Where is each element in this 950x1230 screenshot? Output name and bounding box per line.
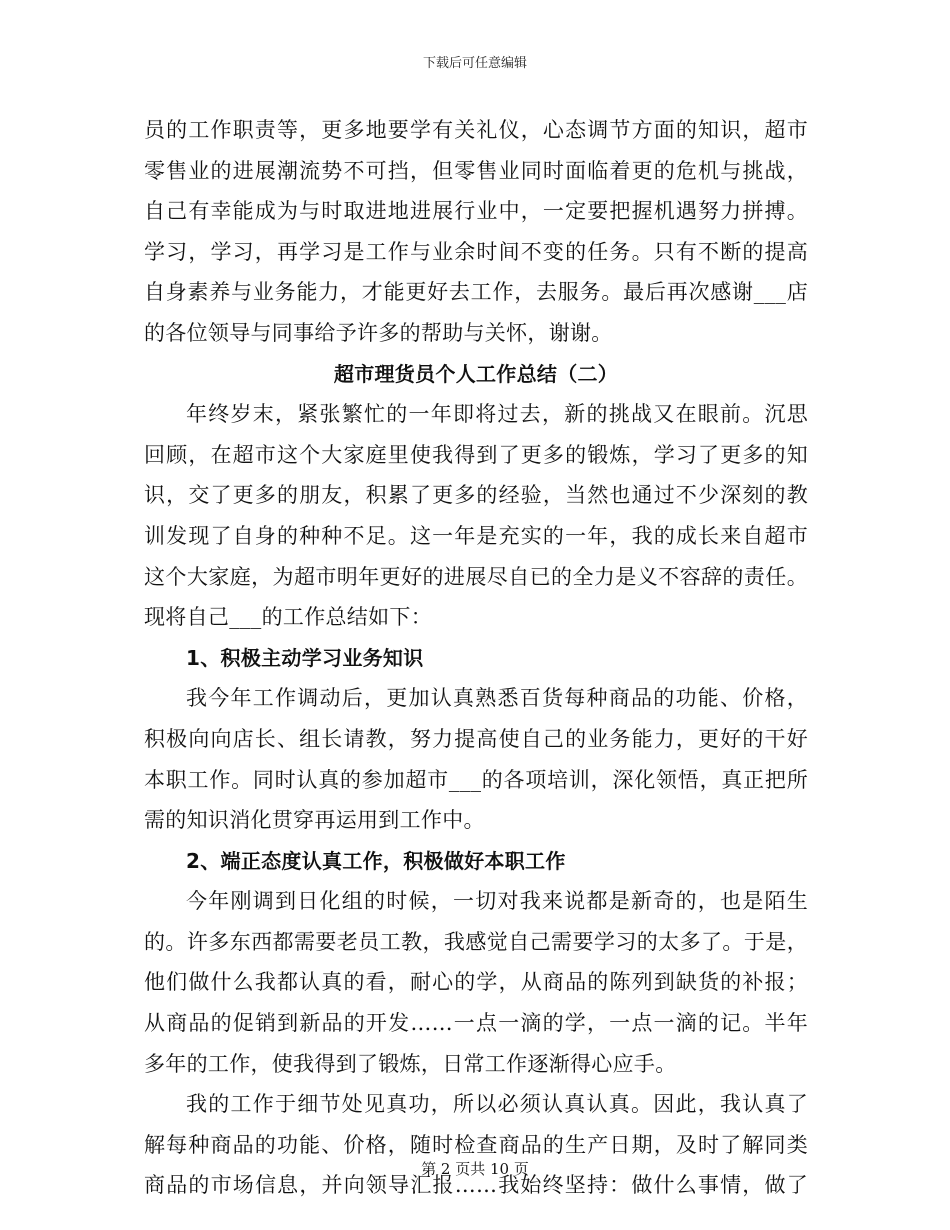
paragraph-line: 多年的工作，使我得到了锻炼，日常工作逐渐得心应手。: [144, 1051, 677, 1076]
subheading: 2、端正态度认真工作，积极做好本职工作: [186, 848, 566, 873]
paragraph-line: 现将自己___的工作总结如下：: [144, 605, 432, 630]
paragraph-line: 需的知识消化贯穿再运用到工作中。: [144, 808, 485, 833]
paragraph-line: 学习，学习，再学习是工作与业余时间不变的任务。只有不断的提高: [144, 239, 808, 264]
paragraph-line: 回顾，在超市这个大家庭里使我得到了更多的锻炼，学习了更多的知: [144, 442, 808, 467]
paragraph-line: 训发现了自身的种种不足。这一年是充实的一年，我的成长来自超市: [144, 523, 808, 548]
paragraph-line: 我今年工作调动后，更加认真熟悉百货每种商品的功能、价格，: [186, 686, 808, 711]
paragraph-line: 商品的市场信息，并向领导汇报……我始终坚持：做什么事情，做了: [144, 1173, 808, 1198]
paragraph-line: 解每种商品的功能、价格，随时检查商品的生产日期，及时了解同类: [144, 1132, 808, 1157]
paragraph-line: 识，交了更多的朋友，积累了更多的经验，当然也通过不少深刻的教: [144, 483, 808, 508]
paragraph-line: 积极向向店长、组长请教，努力提高使自己的业务能力，更好的干好: [144, 726, 808, 751]
paragraph-line: 本职工作。同时认真的参加超市___的各项培训，深化领悟，真正把所: [144, 767, 808, 792]
paragraph-line: 今年刚调到日化组的时候，一切对我来说都是新奇的，也是陌生: [186, 889, 808, 914]
paragraph-line: 自己有幸能成为与时取进地进展行业中，一定要把握机遇努力拼搏。: [144, 199, 808, 224]
page-footer: 第 2 页共 10 页: [421, 1160, 529, 1178]
paragraph-line: 我的工作于细节处见真功，所以必须认真认真。因此，我认真了: [186, 1092, 808, 1117]
paragraph-line: 的各位领导与同事给予许多的帮助与关怀，谢谢。: [144, 320, 613, 345]
paragraph-line: 他们做什么我都认真的看，耐心的学，从商品的陈列到缺货的补报；: [144, 970, 808, 995]
paragraph-line: 的。许多东西都需要老员工教，我感觉自己需要学习的太多了。于是，: [144, 929, 808, 954]
paragraph-line: 员的工作职责等，更多地要学有关礼仪，心态调节方面的知识，超市: [144, 118, 808, 142]
document-body: [144, 110, 808, 1206]
subheading: 1、积极主动学习业务知识: [186, 645, 424, 670]
paragraph-line: 年终岁末，紧张繁忙的一年即将过去，新的挑战又在眼前。沉思: [186, 402, 808, 427]
paragraph-line: 从商品的促销到新品的开发……一点一滴的学，一点一滴的记。半年: [144, 1011, 808, 1036]
paragraph-line: 零售业的进展潮流势不可挡，但零售业同时面临着更的危机与挑战，: [144, 158, 808, 183]
section-title: 超市理货员个人工作总结（二）: [333, 361, 619, 386]
page-header: 下载后可任意编辑: [422, 56, 527, 71]
paragraph-line: 这个大家庭，为超市明年更好的进展尽自已的全力是义不容辞的责任。: [144, 564, 808, 589]
paragraph-line: 自身素养与业务能力，才能更好去工作，去服务。最后再次感谢___店: [144, 280, 808, 305]
